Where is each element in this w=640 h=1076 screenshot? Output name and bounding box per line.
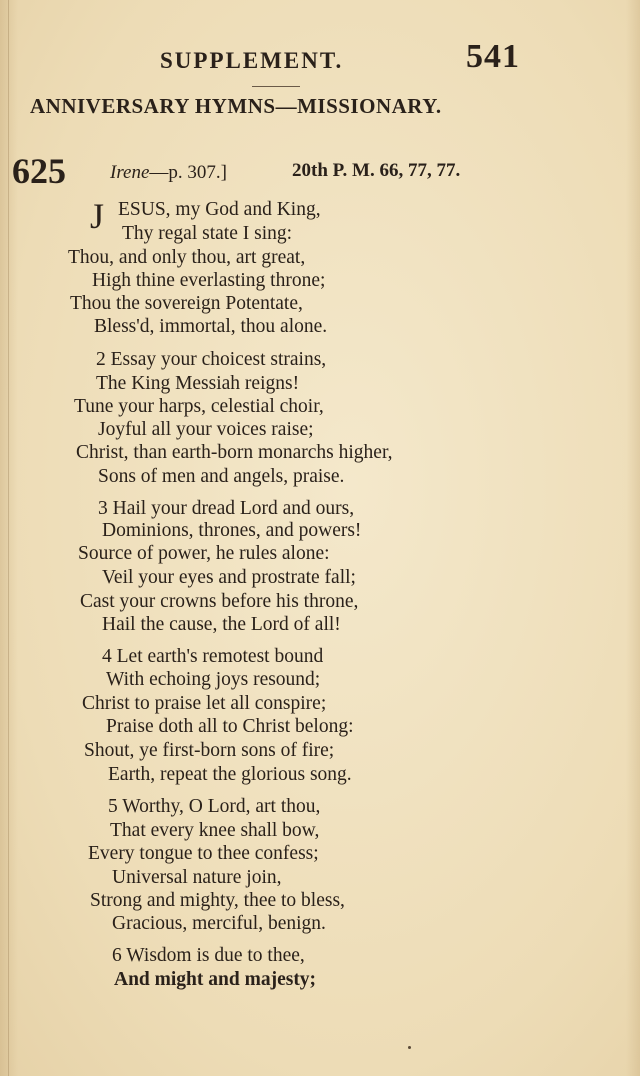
stanza-1-line-5: Thou the sovereign Potentate, (70, 293, 303, 314)
stanza-5-line-6: Gracious, merciful, benign. (112, 913, 326, 934)
gutter-line (8, 0, 9, 1076)
stanza-5-line-5: Strong and mighty, thee to bless, (90, 890, 345, 911)
running-head: SUPPLEMENT. (160, 48, 344, 73)
stanza-5-line-4: Universal nature join, (112, 867, 282, 888)
stanza-4-line-2: With echoing joys resound; (106, 669, 321, 690)
stanza-1-line-1: ESUS, my God and King, (118, 199, 321, 220)
stanza-1-line-4: High thine everlasting throne; (92, 270, 326, 291)
tune-page-ref: —p. 307.] (149, 162, 227, 183)
stanza-2-line-1: 2 Essay your choicest strains, (96, 349, 327, 370)
stanza-4-line-3: Christ to praise let all conspire; (82, 693, 327, 714)
stanza-3-line-1: 3 Hail your dread Lord and ours, (98, 498, 355, 519)
metre: 20th P. M. 66, 77, 77. (292, 160, 461, 181)
stanza-5-line-2: That every knee shall bow, (110, 820, 320, 841)
tune-name: Irene (110, 162, 150, 183)
stanza-5-line-3: Every tongue to thee confess; (88, 843, 319, 864)
stanza-4-line-1: 4 Let earth's remotest bound (102, 646, 324, 667)
stanza-4-line-6: Earth, repeat the glorious song. (108, 764, 352, 785)
stanza-1-line-6: Bless'd, immortal, thou alone. (94, 316, 328, 337)
stanza-2-line-2: The King Messiah reigns! (96, 373, 300, 394)
stanza-3-line-4: Veil your eyes and prostrate fall; (102, 567, 356, 588)
drop-cap: J (90, 196, 105, 236)
header-rule (252, 86, 300, 87)
tune-reference (110, 162, 227, 184)
stanza-2-line-6: Sons of men and angels, praise. (98, 466, 345, 487)
ink-speck (408, 1046, 411, 1049)
stanza-2-line-5: Christ, than earth-born monarchs higher, (76, 442, 393, 463)
stanza-3-line-2: Dominions, thrones, and powers! (102, 520, 362, 541)
stanza-3-line-3: Source of power, he rules alone: (78, 543, 330, 564)
stanza-2-line-3: Tune your harps, celestial choir, (74, 396, 324, 417)
stanza-6-line-2: And might and majesty; (114, 969, 317, 990)
stanza-4-line-5: Shout, ye first-born sons of fire; (84, 740, 335, 761)
stanza-6-line-1: 6 Wisdom is due to thee, (112, 945, 305, 966)
hymn-number: 625 (12, 151, 66, 191)
stanza-5-line-1: 5 Worthy, O Lord, art thou, (108, 796, 321, 817)
page-number: 541 (466, 38, 520, 75)
stanza-4-line-4: Praise doth all to Christ belong: (106, 716, 354, 737)
stanza-3-line-6: Hail the cause, the Lord of all! (102, 614, 341, 635)
stanza-2-line-4: Joyful all your voices raise; (98, 419, 314, 440)
stanza-3-line-5: Cast your crowns before his throne, (80, 591, 359, 612)
stanza-1-line-3: Thou, and only thou, art great, (68, 247, 306, 268)
section-title: ANNIVERSARY HYMNS—MISSIONARY. (30, 94, 442, 118)
stanza-1-line-2: Thy regal state I sing: (122, 223, 293, 244)
